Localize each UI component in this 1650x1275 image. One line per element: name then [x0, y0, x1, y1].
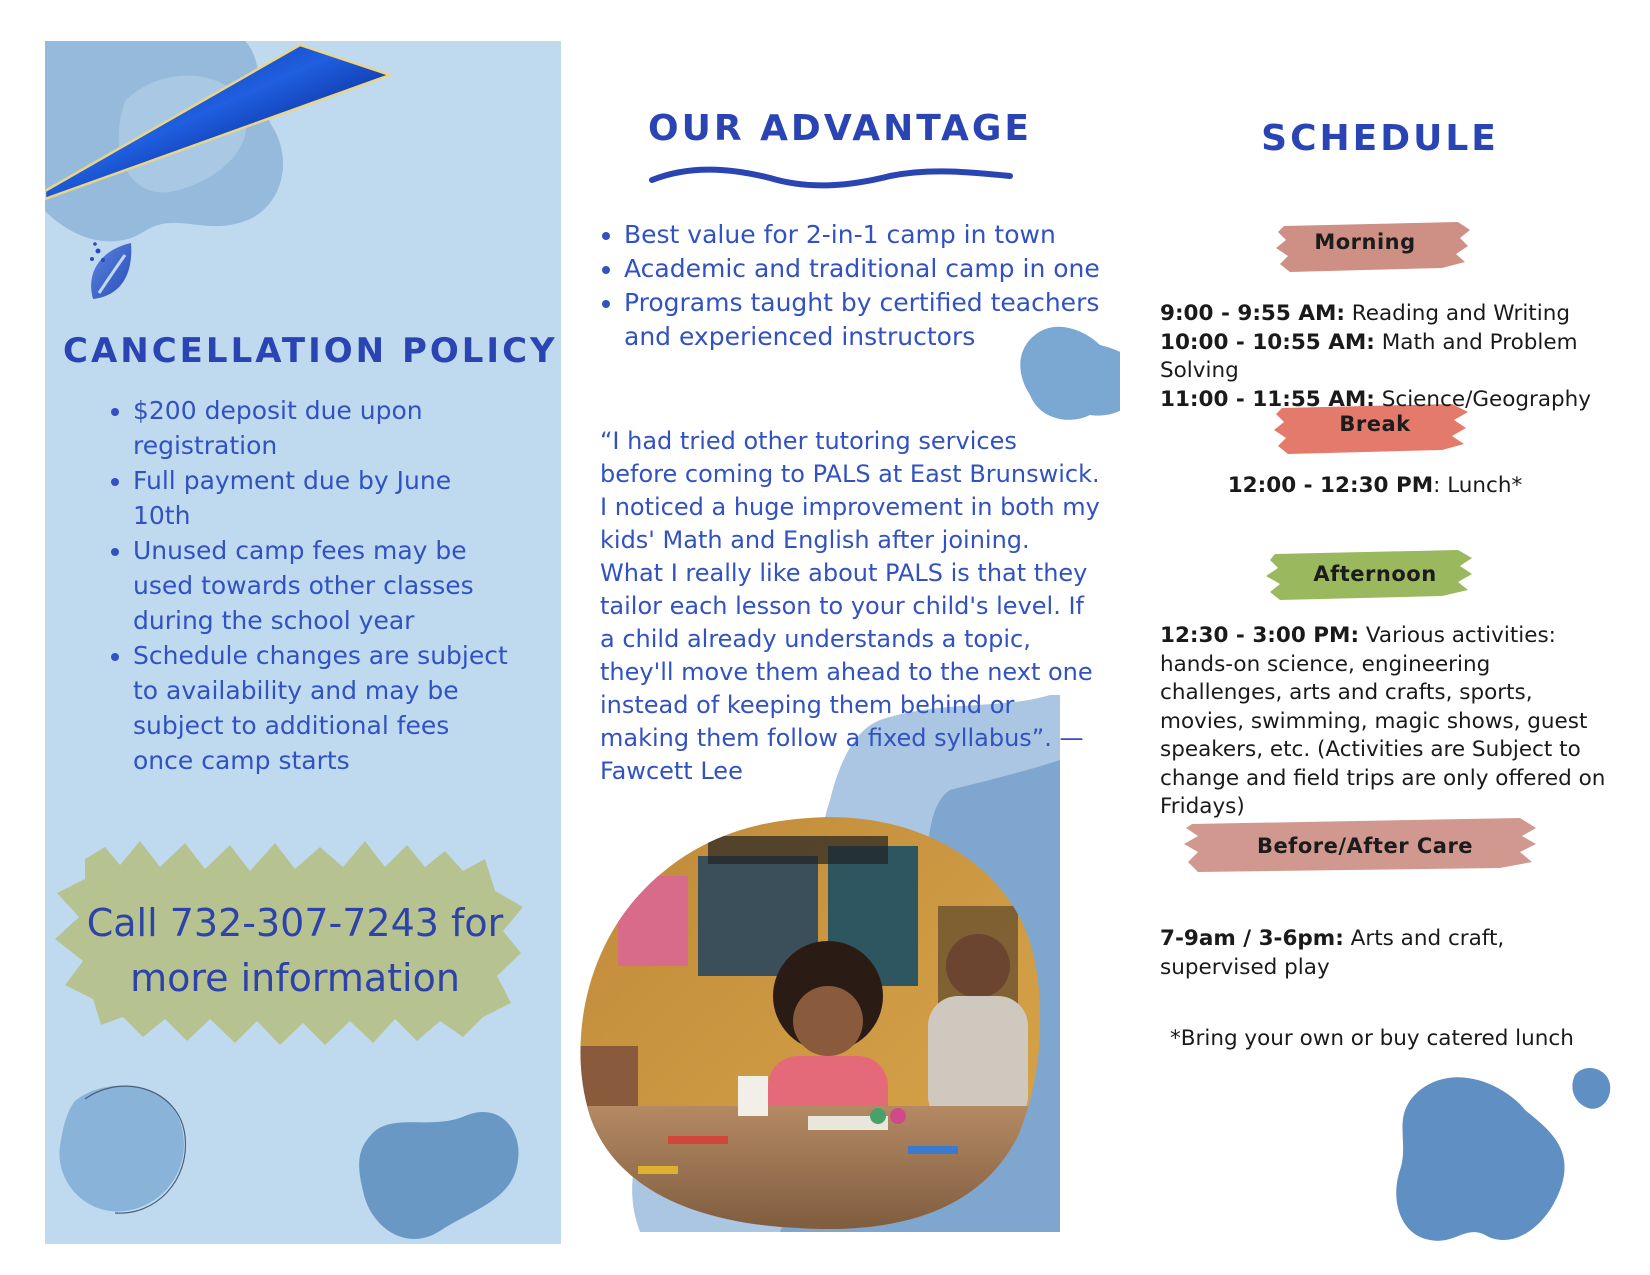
- break-schedule: 12:00 - 12:30 PM: Lunch*: [1227, 473, 1523, 498]
- list-item: • Programs taught by certified teachers and experienced instructors: [624, 286, 1134, 354]
- kids-painting-photo: [578, 816, 1040, 1230]
- list-item: • $200 deposit due upon registration: [133, 393, 513, 463]
- list-item: • Full payment due by June 10th: [133, 463, 513, 533]
- care-schedule: 7-9am / 3-6pm: Arts and craft, supervised play: [1160, 926, 1505, 980]
- afternoon-schedule: 12:30 - 3:00 PM: Various activities: hands-on science, engineering challenges, arts and crafts, sports, movies, swimming, magic shows, guest speakers, etc. (Activities are Subject to change and field trips are only offered on Fridays): [1160, 623, 1606, 819]
- break-label: Break: [1339, 412, 1411, 436]
- cancellation-panel: [45, 41, 561, 1244]
- cancellation-heading: CANCELLATION POLICY: [63, 331, 558, 371]
- schedule-row: 11:00 - 11:55 AM: Science/Geography: [1160, 386, 1592, 412]
- advantage-heading: OUR ADVANTAGE: [647, 108, 1032, 149]
- list-item: • Best value for 2-in-1 camp in town: [624, 218, 1134, 252]
- bottom-left-blob: [59, 1086, 183, 1212]
- morning-schedule: [1160, 300, 1630, 414]
- heading-underline: [652, 170, 1010, 186]
- advantage-list: [596, 218, 1134, 354]
- bottom-right-blob: [1396, 1077, 1564, 1241]
- cancellation-list: [103, 393, 513, 778]
- schedule-heading: SCHEDULE: [1261, 118, 1499, 159]
- schedule-row: 10:00 - 10:55 AM: Math and Problem Solving: [1160, 329, 1578, 383]
- morning-label: Morning: [1314, 230, 1416, 254]
- bottom-right-small-blob: [1572, 1068, 1610, 1109]
- list-item: • Academic and traditional camp in one: [624, 252, 1134, 286]
- schedule-row: 9:00 - 9:55 AM: Reading and Writing: [1160, 301, 1570, 326]
- bottom-right-blob: [359, 1112, 518, 1239]
- testimonial-quote: “I had tried other tutoring services before coming to PALS at East Brunswick. I noticed a huge improvement in both my kids' Math and English after joining. What I really like about PALS is that they tailor each lesson to your child's level. If a child already understands a topic, they'll move them ahead to the next one instead of keeping them behind or making them follow a fixed syllabus”. — Fawcett Lee: [600, 427, 1100, 785]
- lunch-note: *Bring your own or buy catered lunch: [1170, 1026, 1574, 1051]
- care-label: Before/After Care: [1256, 834, 1474, 858]
- list-item: • Schedule changes are subject to availability and may be subject to additional fees once camp starts: [133, 638, 513, 778]
- afternoon-label: Afternoon: [1313, 562, 1437, 586]
- call-to-action: Call 732-307-7243 for more information: [86, 901, 504, 1000]
- leaf-drop-icon: [90, 242, 131, 299]
- list-item: • Unused camp fees may be used towards other classes during the school year: [133, 533, 513, 638]
